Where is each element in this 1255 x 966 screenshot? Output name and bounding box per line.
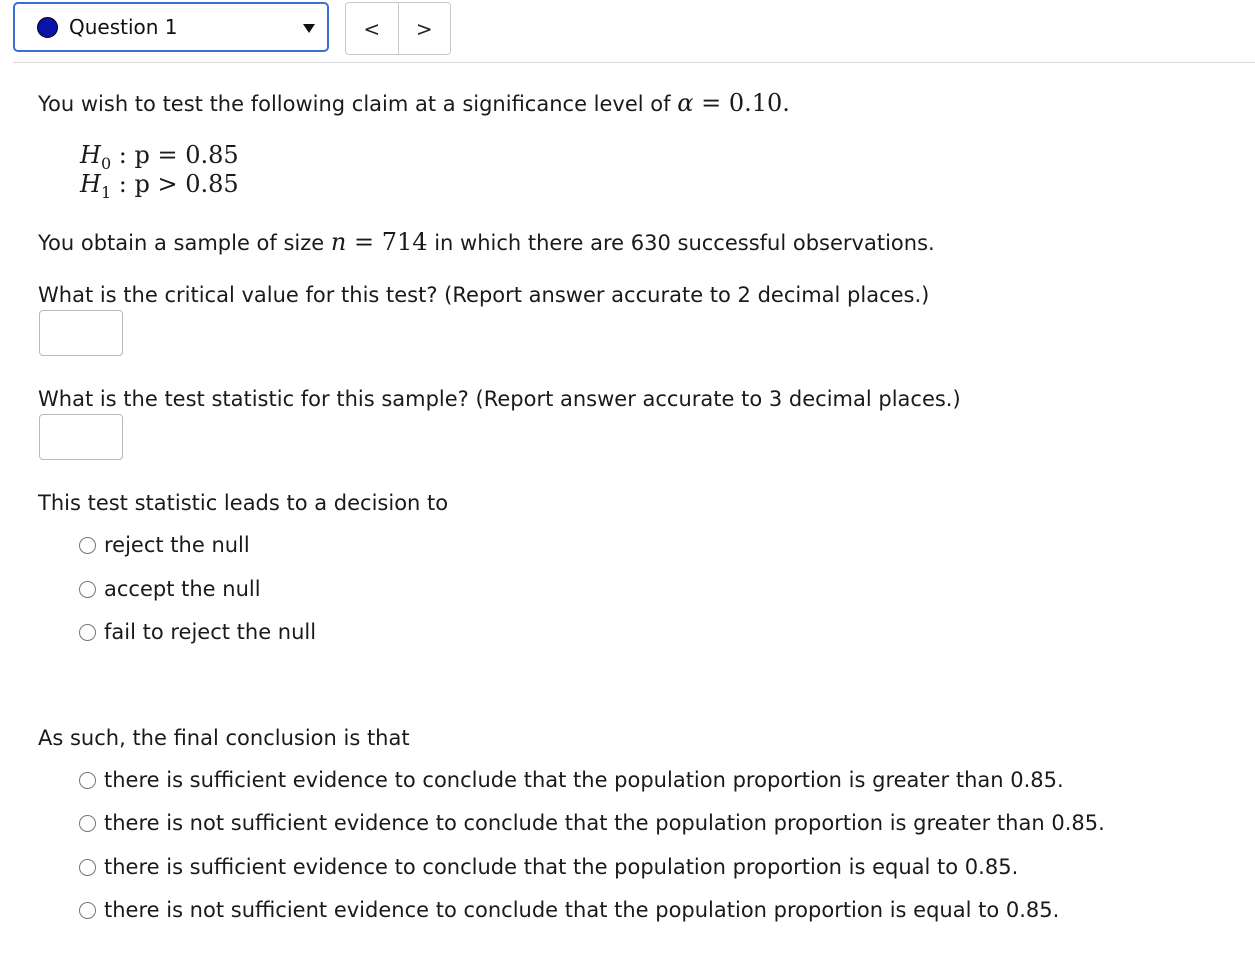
radio-button[interactable] bbox=[79, 624, 96, 641]
radio-button[interactable] bbox=[79, 537, 96, 554]
radio-button[interactable] bbox=[79, 772, 96, 789]
option-label: there is sufficient evidence to conclude that the population proportion is greater than 0.85. bbox=[104, 768, 1064, 792]
option-label: accept the null bbox=[104, 577, 261, 601]
option-label: there is not sufficient evidence to conclude that the population proportion is greater than 0.85. bbox=[104, 811, 1105, 835]
conclusion-option-2[interactable] bbox=[79, 811, 1105, 835]
option-label: reject the null bbox=[104, 533, 250, 557]
decision-option-fail-to-reject[interactable] bbox=[79, 620, 316, 644]
conclusion-option-1[interactable] bbox=[79, 768, 1064, 792]
radio-button[interactable] bbox=[79, 902, 96, 919]
conclusion-option-3[interactable] bbox=[79, 855, 1018, 879]
option-label: fail to reject the null bbox=[104, 620, 317, 644]
option-label: there is sufficient evidence to conclude that the population proportion is equal to 0.85. bbox=[104, 855, 1019, 879]
divider bbox=[13, 62, 1255, 63]
critical-value-input[interactable] bbox=[39, 310, 123, 356]
test-statistic-prompt: What is the test statistic for this sample? (Report answer accurate to 3 decimal places.) bbox=[38, 387, 961, 411]
next-question-button[interactable]: > bbox=[398, 3, 451, 54]
decision-option-reject[interactable] bbox=[79, 533, 250, 557]
radio-button[interactable] bbox=[79, 581, 96, 598]
radio-button[interactable] bbox=[79, 859, 96, 876]
decision-prompt: This test statistic leads to a decision to bbox=[38, 491, 449, 515]
radio-button[interactable] bbox=[79, 815, 96, 832]
sample-text: You obtain a sample of size n = 714 in which there are 630 successful observations. bbox=[38, 228, 935, 256]
question-select-label: Question 1 bbox=[69, 15, 178, 39]
question-status-dot-icon bbox=[37, 17, 58, 38]
prev-question-button[interactable]: < bbox=[363, 16, 381, 41]
critical-value-prompt: What is the critical value for this test? (Report answer accurate to 2 decimal places.) bbox=[38, 283, 930, 307]
intro-text: You wish to test the following claim at a significance level of α = 0.10. bbox=[38, 89, 790, 117]
conclusion-prompt: As such, the final conclusion is that bbox=[38, 726, 410, 750]
option-label: there is not sufficient evidence to conclude that the population proportion is equal to 0.85. bbox=[104, 898, 1060, 922]
question-nav-group bbox=[345, 2, 451, 55]
test-statistic-input[interactable] bbox=[39, 414, 123, 460]
alternative-hypothesis: $H_1$ : p > 0.85 bbox=[80, 170, 239, 202]
caret-down-icon bbox=[303, 24, 315, 33]
decision-option-accept[interactable] bbox=[79, 577, 261, 601]
null-hypothesis: $H_0$ : p = 0.85 bbox=[80, 141, 239, 173]
conclusion-option-4[interactable] bbox=[79, 898, 1059, 922]
question-select[interactable] bbox=[13, 2, 329, 52]
